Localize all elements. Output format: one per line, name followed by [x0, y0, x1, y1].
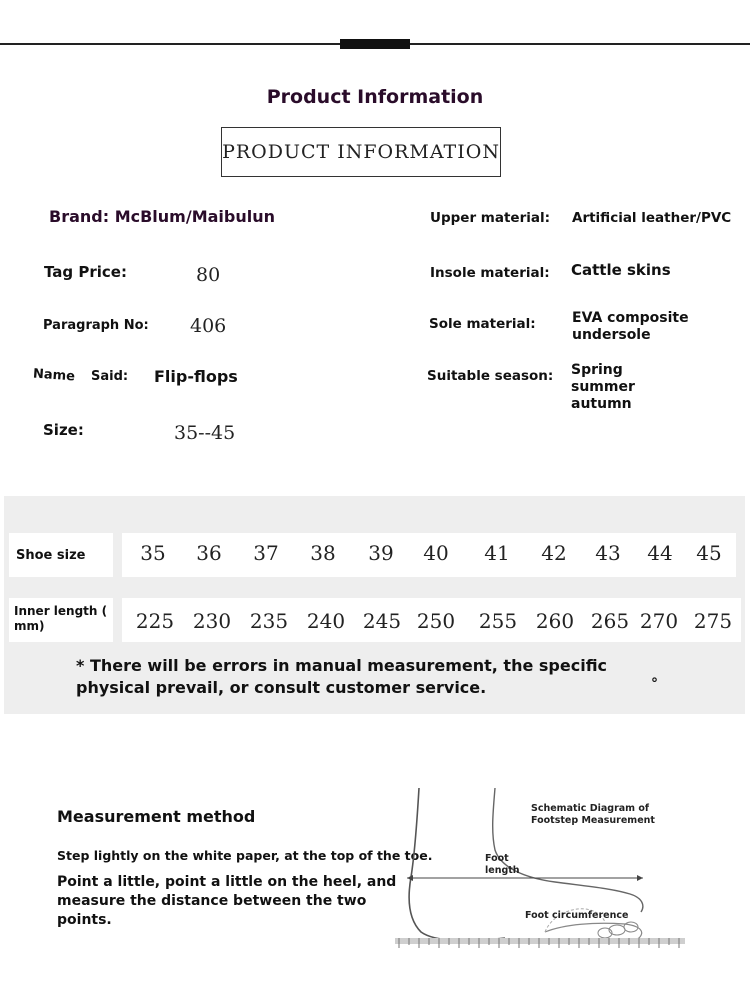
- inner-length-cell: 255: [478, 609, 518, 633]
- shoe-size-cell: 44: [647, 541, 673, 565]
- shoe-size-cell: 40: [423, 541, 449, 565]
- upper-material-label: Upper material:: [430, 210, 551, 226]
- name-label: Name: [32, 366, 76, 385]
- inner-length-cell: 230: [192, 609, 232, 633]
- inner-length-cell: 225: [135, 609, 175, 633]
- inner-length-cell: 235: [249, 609, 289, 633]
- top-divider-accent: [340, 39, 410, 49]
- boxed-title-text: PRODUCT INFORMATION: [222, 141, 500, 163]
- insole-material-label: Insole material:: [430, 265, 550, 281]
- measurement-step-1: Step lightly on the white paper, at the top of the toe.: [57, 848, 433, 863]
- inner-length-cell: 240: [306, 609, 346, 633]
- brand-text: Brand: McBlum/Maibulun: [49, 207, 275, 226]
- sole-material-value: EVA composite undersole: [572, 310, 689, 343]
- upper-material-value: Artificial leather/PVC: [572, 210, 732, 226]
- page-title: Product Information: [266, 86, 484, 108]
- shoe-size-label: Shoe size: [16, 548, 86, 563]
- name-value: Flip-flops: [154, 367, 238, 386]
- tag-price-value: 80: [196, 264, 221, 286]
- shoe-size-cell: 41: [484, 541, 510, 565]
- shoe-size-label-cell: [9, 533, 113, 577]
- suitable-season-label: Suitable season:: [427, 368, 554, 384]
- measurement-note: * There will be errors in manual measurement, the specific physical prevail, or consult customer service.: [76, 656, 608, 697]
- inner-length-cell: 265: [590, 609, 630, 633]
- inner-length-label: Inner length ( mm): [14, 604, 108, 633]
- measurement-heading: Measurement method: [57, 807, 256, 826]
- shoe-size-cell: 38: [310, 541, 336, 565]
- measurement-step-2: Point a little, point a little on the heel, and measure the distance between the two points.: [57, 874, 397, 928]
- inner-length-cell: 275: [693, 609, 733, 633]
- shoe-size-cell: 45: [696, 541, 722, 565]
- shoe-size-cell: 39: [368, 541, 394, 565]
- inner-length-cell: 250: [416, 609, 456, 633]
- inner-length-cell: 245: [362, 609, 402, 633]
- suitable-season-value: Spring summer autumn: [571, 362, 635, 412]
- tag-price-label: Tag Price:: [44, 263, 127, 281]
- shoe-size-cell: 43: [595, 541, 621, 565]
- insole-material-value: Cattle skins: [571, 261, 671, 279]
- inner-length-cell: 270: [639, 609, 679, 633]
- shoe-size-cell: 42: [541, 541, 567, 565]
- note-mark: °: [651, 676, 658, 692]
- boxed-title: [221, 127, 501, 177]
- foot-measurement-diagram: [395, 782, 695, 957]
- size-value: 35--45: [174, 422, 236, 444]
- shoe-size-cell: 35: [140, 541, 166, 565]
- shoe-size-cell: 36: [196, 541, 222, 565]
- shoe-size-cell: 37: [253, 541, 279, 565]
- diagram-caption: Schematic Diagram of Footstep Measurement: [531, 803, 655, 826]
- foot-circumference-label: Foot circumference: [525, 910, 629, 921]
- sole-material-label: Sole material:: [429, 316, 536, 332]
- inner-length-cell: 260: [535, 609, 575, 633]
- said-label: Said:: [91, 369, 129, 384]
- inner-length-label-cell: [9, 598, 113, 642]
- paragraph-no-value: 406: [190, 315, 227, 337]
- paragraph-no-label: Paragraph No:: [43, 318, 149, 333]
- size-label: Size:: [43, 421, 84, 439]
- foot-length-label: Foot length: [485, 853, 520, 876]
